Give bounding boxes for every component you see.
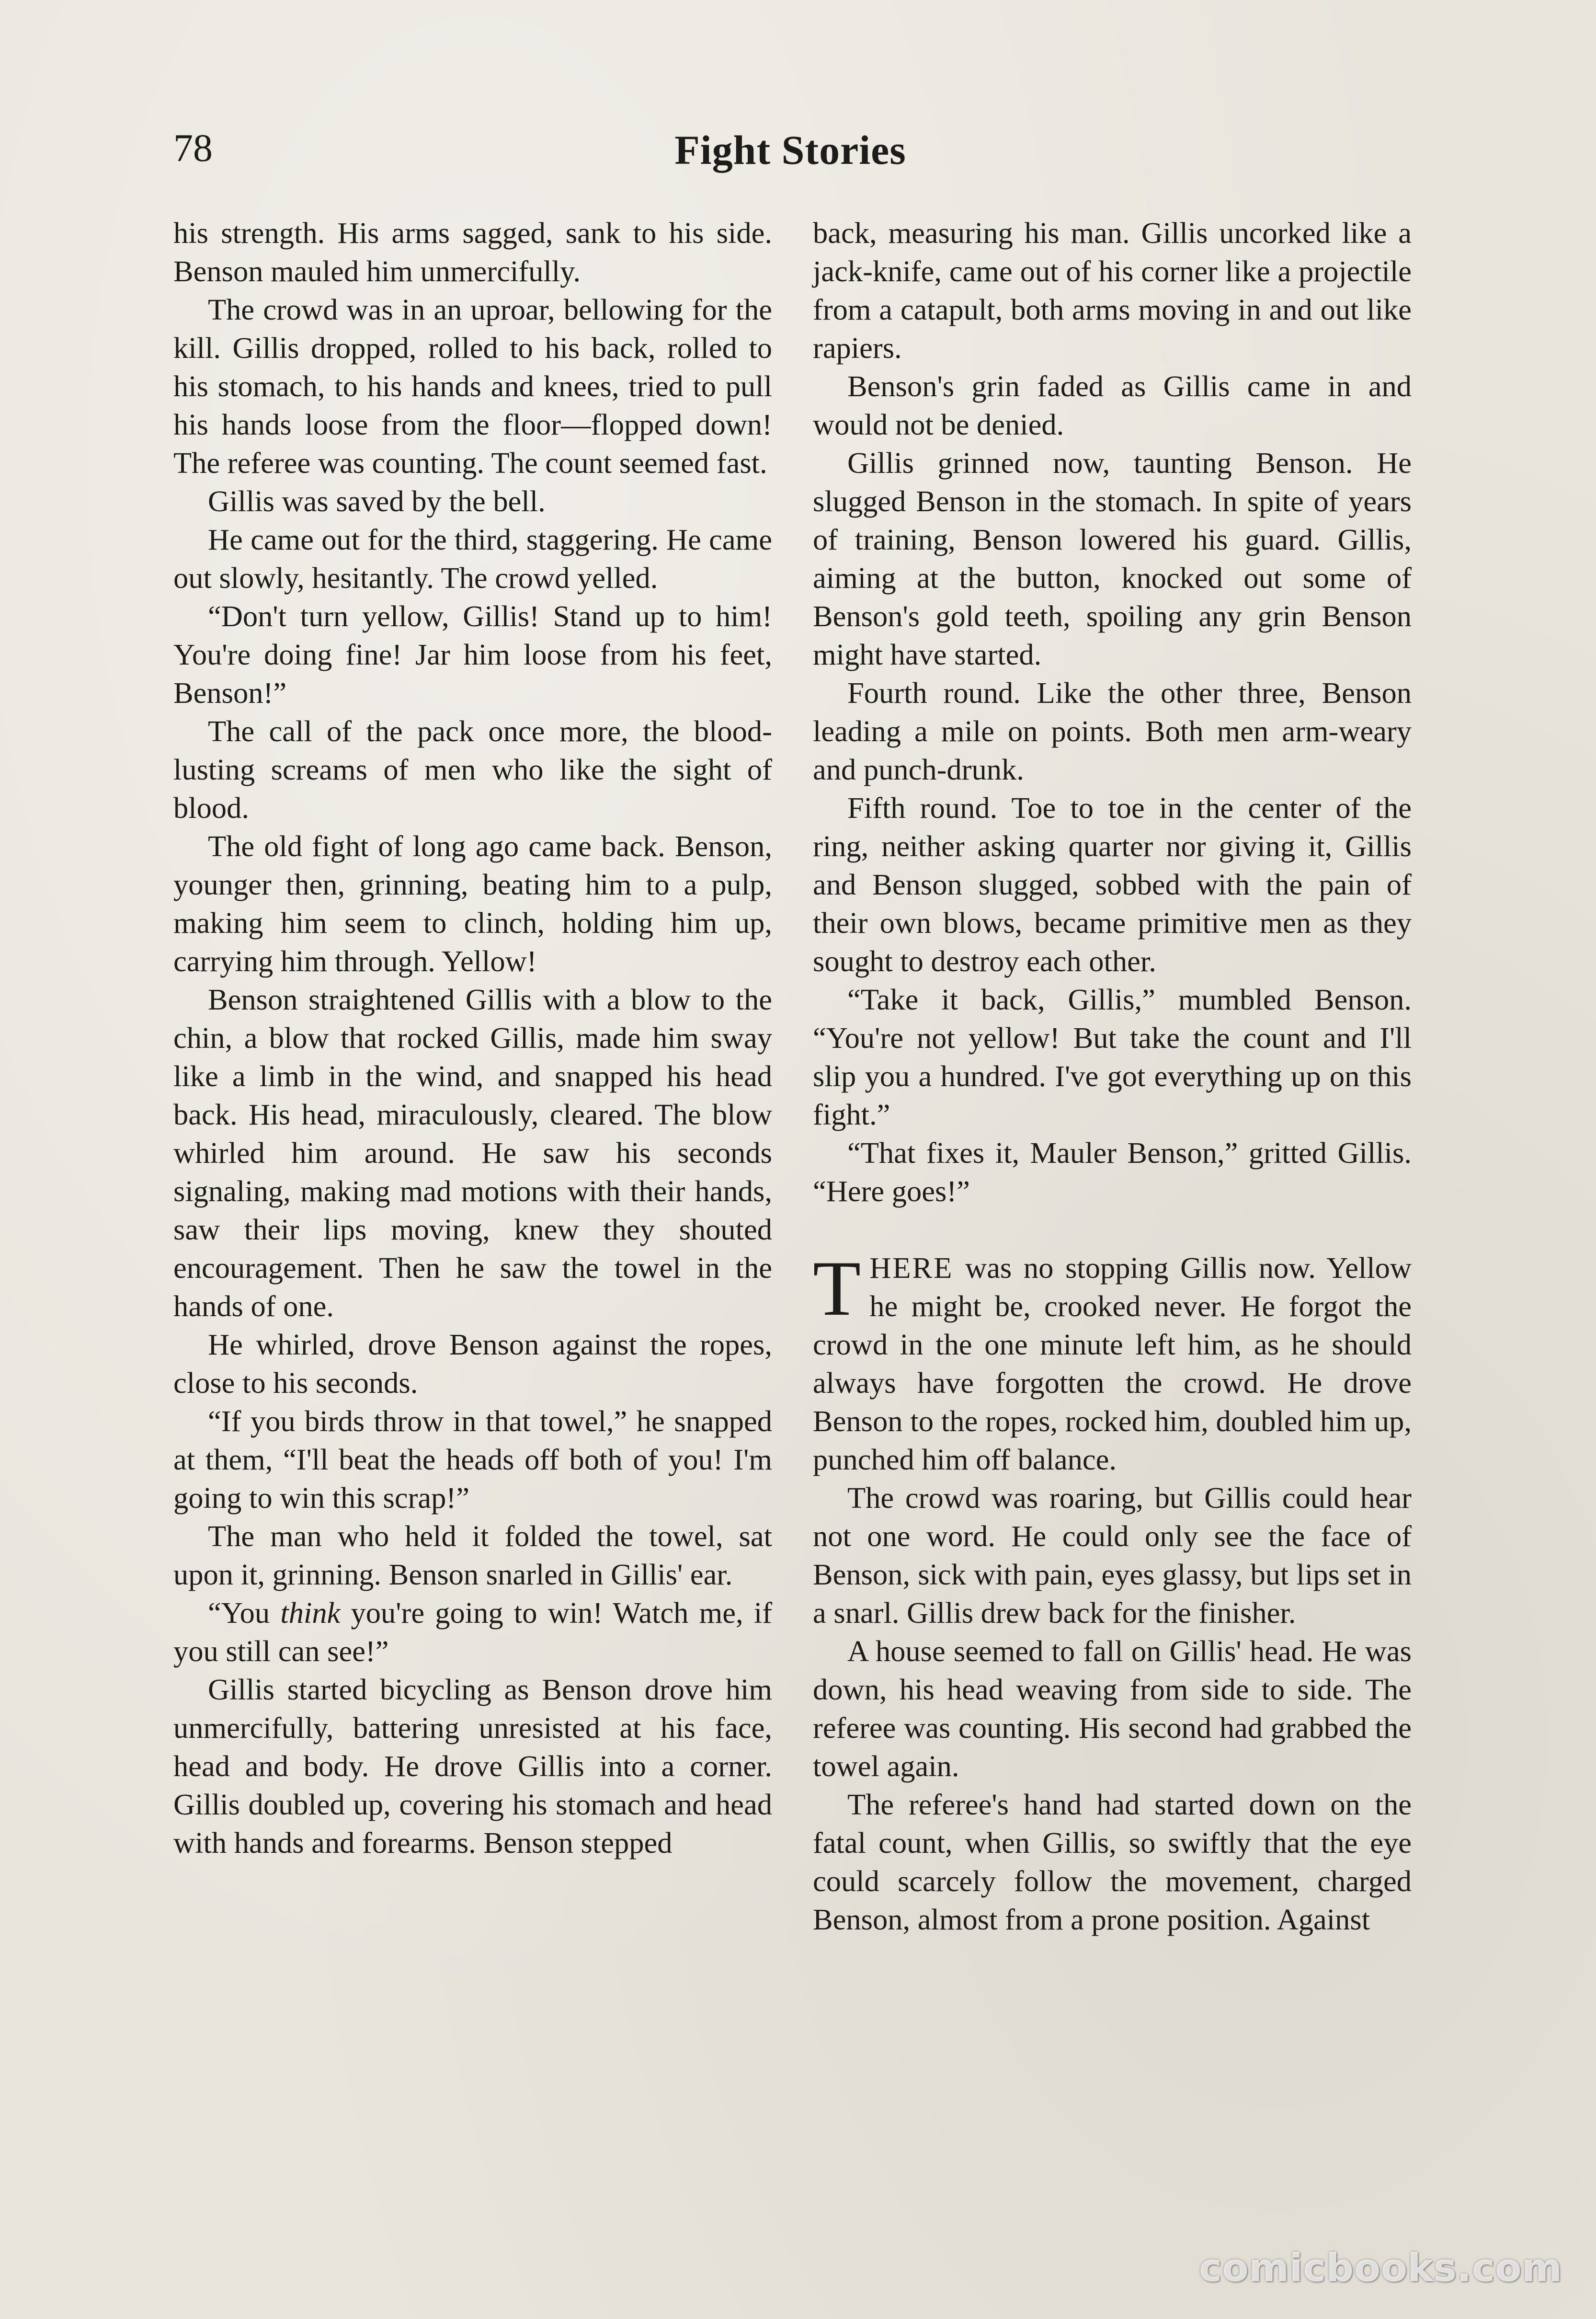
left-column	[173, 214, 772, 1862]
paragraph: He came out for the third, staggering. He came out slowly, hesitantly. The crowd yelled.	[173, 523, 772, 595]
paragraph	[173, 1594, 772, 1670]
paragraph: back, measuring his man. Gillis uncorked like a jack-knife, came out of his corner like a projectile from a catapult, both arms moving in and out like rapiers.	[813, 216, 1412, 365]
paragraph-text: you're going to win! Watch me, if you still can see!”	[173, 1596, 773, 1668]
paragraph: The referee's hand had started down on the fatal count, when Gillis, so swiftly that the eye could scarcely follow the movement, charged Benson, almost from a prone position. Against	[813, 1788, 1412, 1936]
paragraph: “If you birds throw in that towel,” he snapped at them, “I'll beat the heads off both of you! I'm going to win this scrap!”	[173, 1404, 772, 1515]
paragraph: Benson's grin faded as Gillis came in and would not be denied.	[813, 369, 1412, 441]
paragraph: The call of the pack once more, the blood-lusting screams of men who like the sight of blood.	[173, 714, 772, 825]
paragraph-text: was no stopping Gillis now. Yellow he might be, crooked never. He forgot the crowd in the one minute left him, as he should always have forgotten the crowd. He drove Benson to the ropes, rocked him, doubled him up, punched him off balance.	[813, 1251, 1412, 1476]
paragraph: his strength. His arms sagged, sank to his side. Benson mauled him unmercifully.	[173, 216, 772, 288]
paragraph: He whirled, drove Benson against the ropes, close to his seconds.	[173, 1328, 772, 1400]
paragraph: Benson straightened Gillis with a blow to the chin, a blow that rocked Gillis, made him sway like a limb in the wind, and snapped his head back. His head, miraculously, cleared. The blow whirled him around. He saw his seconds signaling, making mad motions with their hands, saw their lips moving, knew they shouted encouragement. Then he saw the towel in the hands of one.	[173, 983, 772, 1323]
section-break	[813, 1210, 1412, 1249]
paragraph-text: “You	[208, 1596, 281, 1630]
paragraph: The man who held it folded the towel, sat upon it, grinning. Benson snarled in Gillis' ear.	[173, 1519, 772, 1591]
right-column	[813, 214, 1412, 1939]
page-number: 78	[173, 126, 213, 170]
running-head: Fight Stories	[674, 127, 906, 173]
paragraph: Gillis was saved by the bell.	[208, 484, 546, 518]
paragraph: A house seemed to fall on Gillis' head. He was down, his head weaving from side to side. The referee was counting. His second had grabbed the towel again.	[813, 1634, 1412, 1783]
paragraph: “That fixes it, Mauler Benson,” gritted Gillis. “Here goes!”	[813, 1136, 1412, 1208]
paragraph: Fourth round. Like the other three, Benson leading a mile on points. Both men arm-weary and punch-drunk.	[813, 676, 1412, 786]
watermark: comicbooks.com	[1199, 2246, 1562, 2290]
paragraph: “Don't turn yellow, Gillis! Stand up to him! You're doing fine! Jar him loose from his feet, Benson!”	[173, 599, 772, 710]
small-caps-text: HERE	[869, 1251, 954, 1285]
paragraph: The crowd was in an uproar, bellowing for the kill. Gillis dropped, rolled to his back, rolled to his stomach, to his hands and knees, tried to pull his hands loose from the floor—flopped down! The referee was counting. The count seemed fast.	[173, 293, 772, 480]
paragraph: “Take it back, Gillis,” mumbled Benson. “You're not yellow! But take the count and I'll slip you a hundred. I've got everything up on this fight.”	[813, 983, 1412, 1131]
paragraph	[813, 1245, 1412, 1479]
paragraph: The crowd was roaring, but Gillis could hear not one word. He could only see the face of Benson, sick with pain, eyes glassy, but lips set in a snarl. Gillis drew back for the finisher.	[813, 1481, 1412, 1630]
paragraph: Gillis grinned now, taunting Benson. He slugged Benson in the stomach. In spite of years of training, Benson lowered his guard. Gillis, aiming at the button, knocked out some of Benson's gold teeth, spoiling any grin Benson might have started.	[813, 446, 1412, 671]
emphasis-text: think	[280, 1596, 341, 1630]
paragraph: Gillis started bicycling as Benson drove him unmercifully, battering unresisted at his face, head and body. He drove Gillis into a corner. Gillis doubled up, covering his stomach and head with hands and forearms. Benson stepped	[173, 1673, 772, 1860]
paragraph: The old fight of long ago came back. Benson, younger then, grinning, beating him to a pulp, making him seem to clinch, holding him up, carrying him through. Yellow!	[173, 829, 772, 978]
drop-cap: T	[813, 1245, 861, 1332]
paragraph: Fifth round. Toe to toe in the center of the ring, neither asking quarter nor giving it, Gillis and Benson slugged, sobbed with the pain of their own blows, became primitive men as they sought to destroy each other.	[813, 791, 1412, 978]
